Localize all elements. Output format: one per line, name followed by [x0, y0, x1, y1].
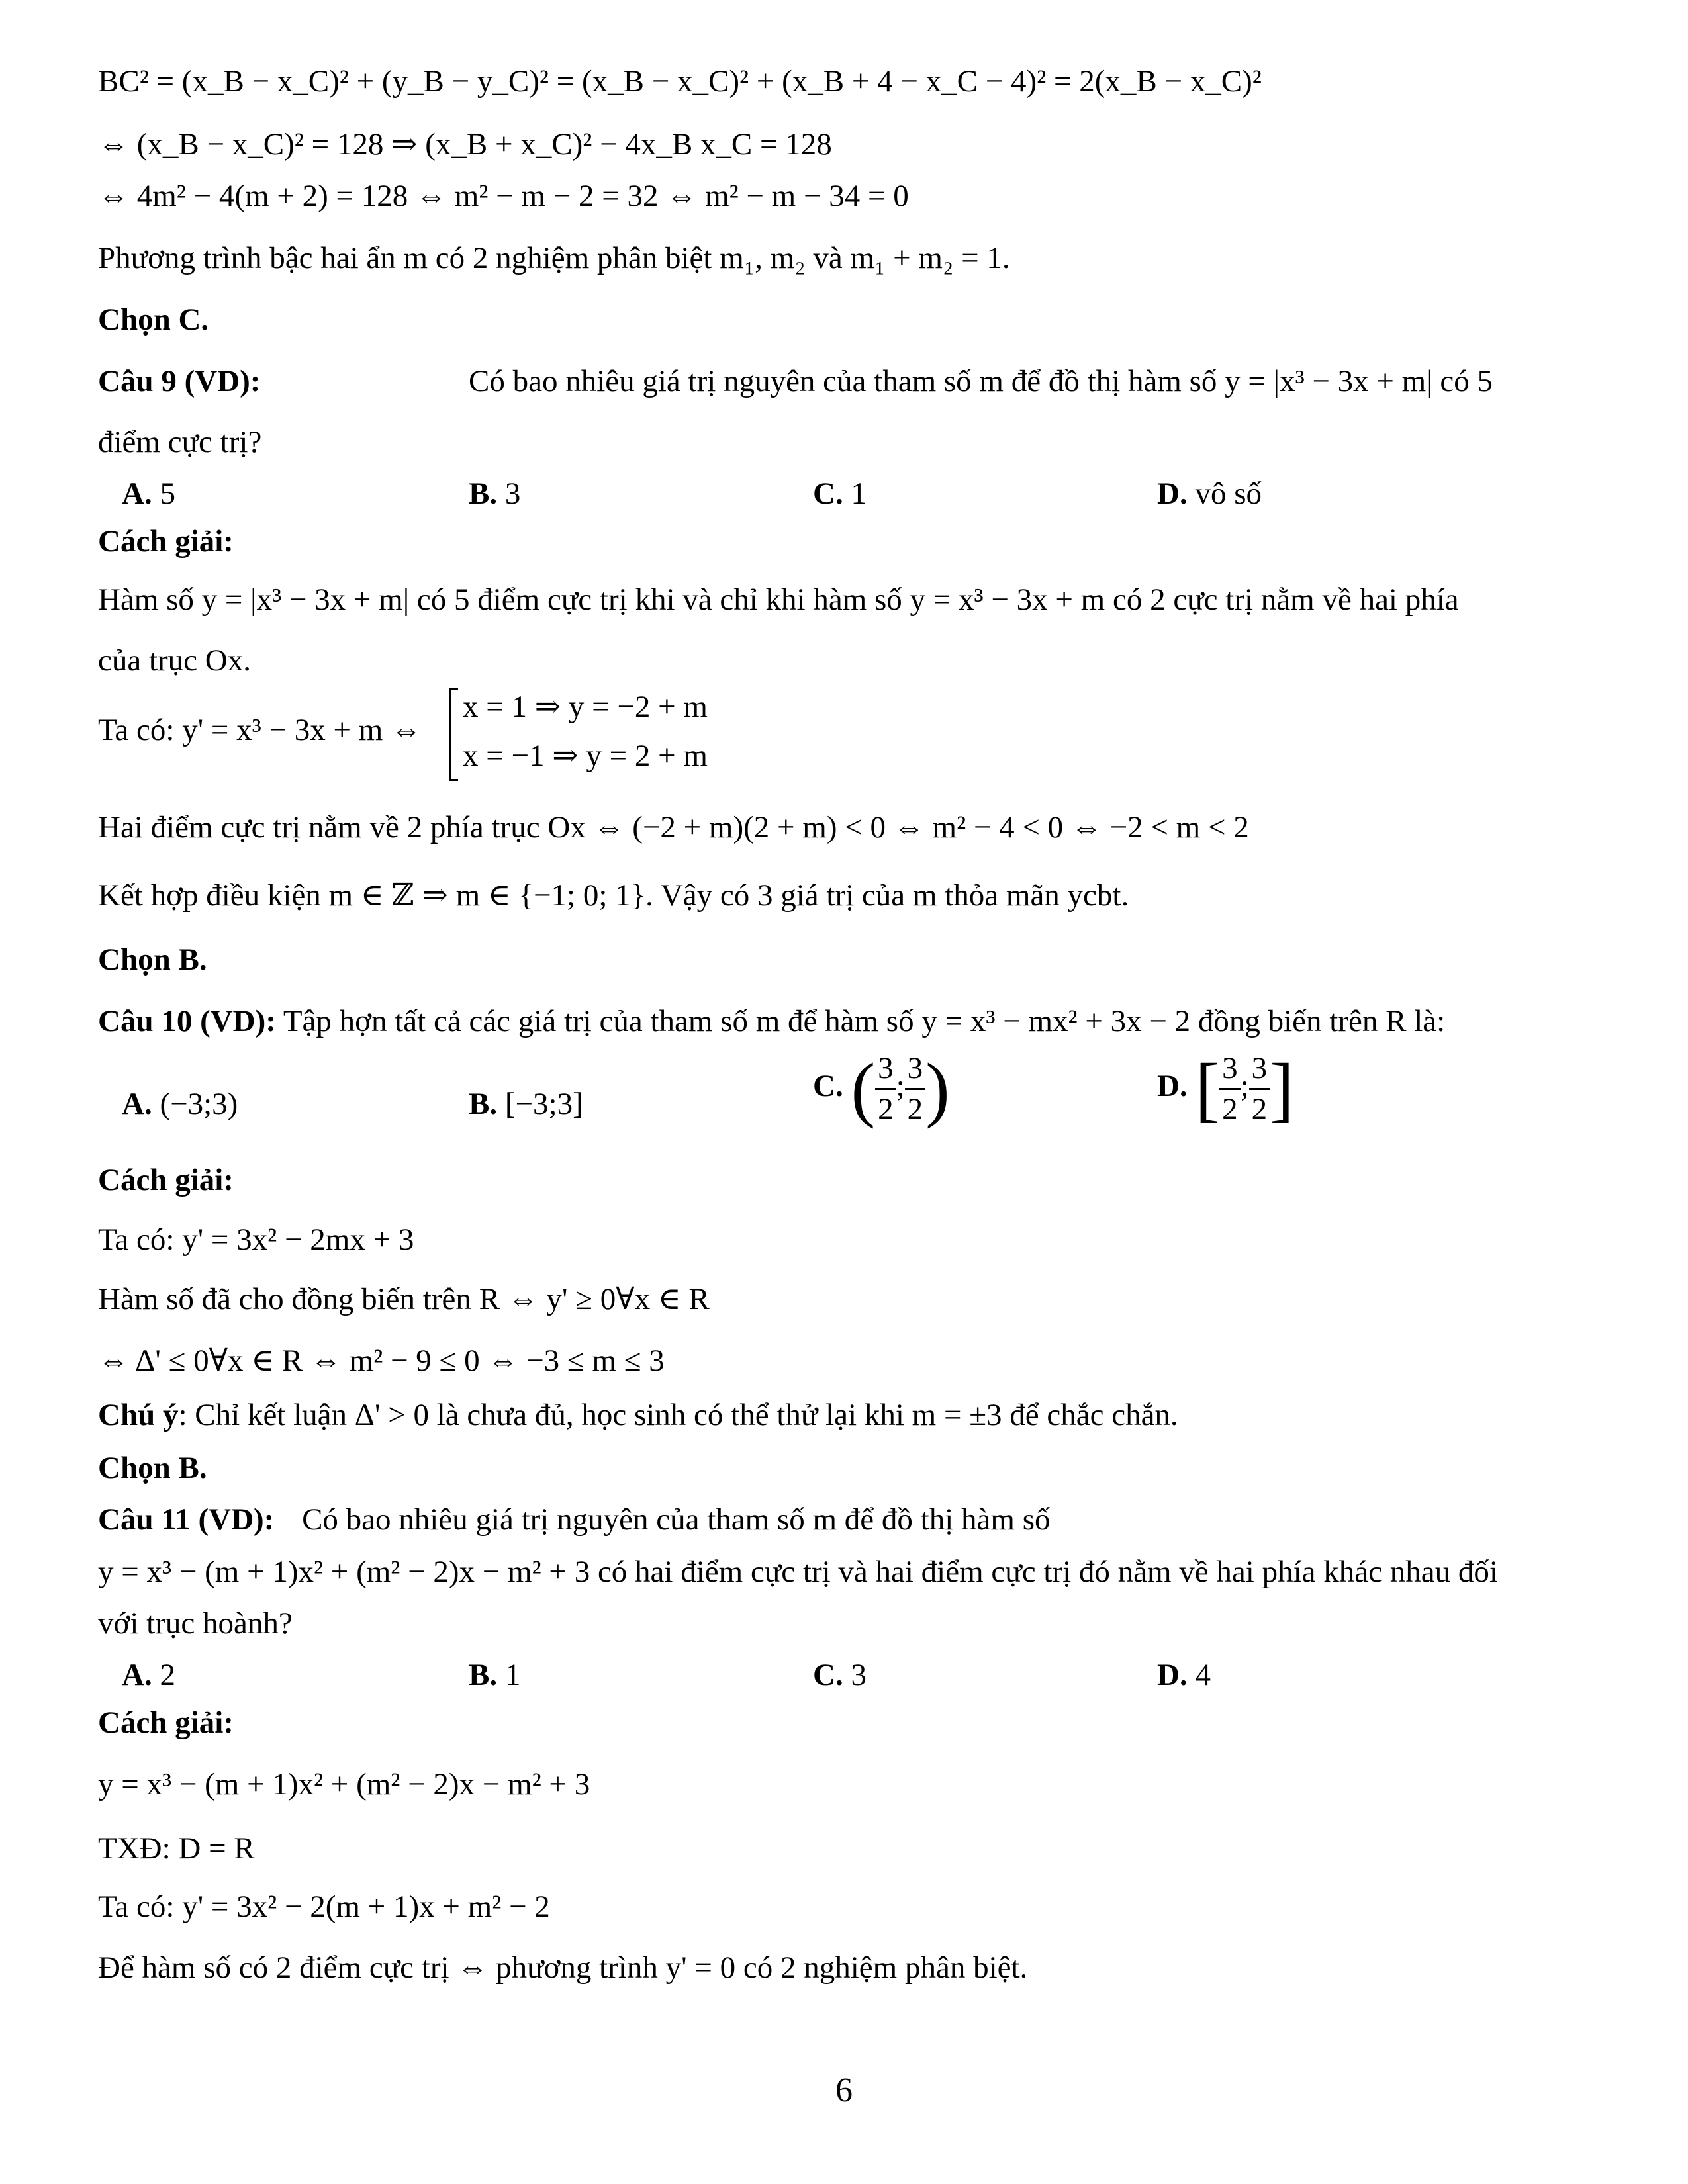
q9-answer: Chọn B. — [98, 942, 207, 977]
conclusion-text: Phương trình bậc hai ẩn m có 2 nghiệm phân biệt m₁, m₂ và m₁ + m₂ = 1. — [98, 241, 1010, 275]
document-page — [98, 0, 1594, 2184]
q11-solution-line4: Để hàm số có 2 điểm cực trị ⇔ phương trình y' = 0 có 2 nghiệm phân biệt. — [98, 1950, 1028, 1985]
q9-label: Câu 9 (VD): — [98, 364, 261, 398]
q11-question-line3: với trục hoành? — [98, 1606, 293, 1641]
q10-answer: Chọn B. — [98, 1451, 207, 1485]
q11-solution-line3: Ta có: y' = 3x² − 2(m + 1)x + m² − 2 — [98, 1889, 550, 1924]
q10-solution-heading: Cách giải: — [98, 1163, 234, 1197]
q9-text: Có bao nhiêu giá trị nguyên của tham số m để đồ thị hàm số y = |x³ − 3x + m| có 5 — [469, 364, 1493, 398]
q9-solution-line2: của trục Ox. — [98, 643, 251, 678]
q10-option-c-label: C. — [813, 1068, 843, 1103]
q10-solution-line2: Hàm số đã cho đồng biến trên R ⇔ y' ≥ 0∀x ∈ R — [98, 1282, 710, 1316]
q11-solution-line2: TXĐ: D = R — [98, 1831, 255, 1866]
q9-option-b: B. 3 — [469, 477, 521, 511]
equation-bc-squared: BC² = (x_B − x_C)² + (y_B − y_C)² = (x_B − x_C)² + (x_B + 4 − x_C − 4)² = 2(x_B − x_C)² — [98, 64, 1262, 99]
q10-note-label: Chú ý — [98, 1398, 179, 1432]
equation-m-quadratic: ⇔ 4m² − 4(m + 2) = 128 ⇔ m² − m − 2 = 32 ⇔ m² − m − 34 = 0 — [98, 179, 909, 213]
q10-option-c: C. ( $\frac{3}{2}$ ; $\frac{3}{2}$ ) — [813, 1048, 950, 1129]
q11-option-d: D. 4 — [1157, 1658, 1211, 1692]
q10-option-d-label: D. — [1157, 1068, 1188, 1103]
answer-q8: Chọn C. — [98, 302, 209, 337]
q11-option-b: B. 1 — [469, 1658, 521, 1692]
q11-option-a: A. 2 — [122, 1658, 175, 1692]
q9-option-a: A. 5 — [122, 477, 175, 511]
q10-option-d: D. [ $\frac{3}{2}$ ; $\frac{3}{2}$ ] — [1157, 1048, 1294, 1129]
q10-text: Tập hợn tất cả các giá trị của tham số m để hàm số y = x³ − mx² + 3x − 2 đồng biến trên R là: — [283, 1004, 1446, 1038]
q9-solution-line3: Ta có: y' = x³ − 3x + m ⇔ — [98, 713, 422, 747]
q9-option-d: D. vô số — [1157, 477, 1262, 511]
q10-option-a: A. (−3;3) — [122, 1087, 238, 1121]
q11-question-line2: y = x³ − (m + 1)x² + (m² − 2)x − m² + 3 có hai điểm cực trị và hai điểm cực trị đó nằm về hai phía khác nhau đối — [98, 1555, 1498, 1589]
q9-solution-heading: Cách giải: — [98, 524, 234, 559]
q11-solution-line1: y = x³ − (m + 1)x² + (m² − 2)x − m² + 3 — [98, 1767, 590, 1801]
q9-case-1: x = 1 ⇒ y = −2 + m — [463, 690, 708, 724]
q9-solution-line5: Kết hợp điều kiện m ∈ ℤ ⇒ m ∈ {−1; 0; 1}. Vậy có 3 giá trị của m thỏa mãn ycbt. — [98, 878, 1129, 913]
q10-note — [98, 1396, 1178, 1433]
q9-text-cont: điểm cực trị? — [98, 425, 262, 459]
q10-solution-line1: Ta có: y' = 3x² − 2mx + 3 — [98, 1222, 414, 1257]
q9-case-2: x = −1 ⇒ y = 2 + m — [463, 739, 708, 774]
q9-solution-line4: Hai điểm cực trị nằm về 2 phía trục Ox ⇔ (−2 + m)(2 + m) < 0 ⇔ m² − 4 < 0 ⇔ −2 < m < 2 — [98, 810, 1249, 844]
q11-text1: Có bao nhiêu giá trị nguyên của tham số m để đồ thị hàm số — [302, 1502, 1051, 1537]
q11-option-c: C. 3 — [813, 1658, 867, 1692]
q10-label: Câu 10 (VD): — [98, 1004, 276, 1038]
q9-solution-line1: Hàm số y = |x³ − 3x + m| có 5 điểm cực trị khi và chỉ khi hàm số y = x³ − 3x + m có 2 cực trị nằm về hai phía — [98, 582, 1459, 617]
q11-solution-heading: Cách giải: — [98, 1706, 234, 1740]
q10-option-b: B. [−3;3] — [469, 1087, 583, 1121]
q10-solution-line3: ⇔ Δ' ≤ 0∀x ∈ R ⇔ m² − 9 ≤ 0 ⇔ −3 ≤ m ≤ 3 — [98, 1343, 665, 1378]
q11-question-line1 — [98, 1501, 1051, 1538]
equation-xb-xc: ⇔ (x_B − x_C)² = 128 ⇒ (x_B + x_C)² − 4x_B x_C = 128 — [98, 127, 832, 161]
page-number: 6 — [835, 2071, 853, 2109]
q11-label: Câu 11 (VD): — [98, 1502, 275, 1537]
q10-question — [98, 1003, 1445, 1040]
q9-option-c: C. 1 — [813, 477, 867, 511]
q9-case-bracket — [449, 688, 708, 781]
q10-note-text: : Chỉ kết luận Δ' > 0 là chưa đủ, học sinh có thể thử lại khi m = ±3 để chắc chắn. — [178, 1398, 1178, 1432]
